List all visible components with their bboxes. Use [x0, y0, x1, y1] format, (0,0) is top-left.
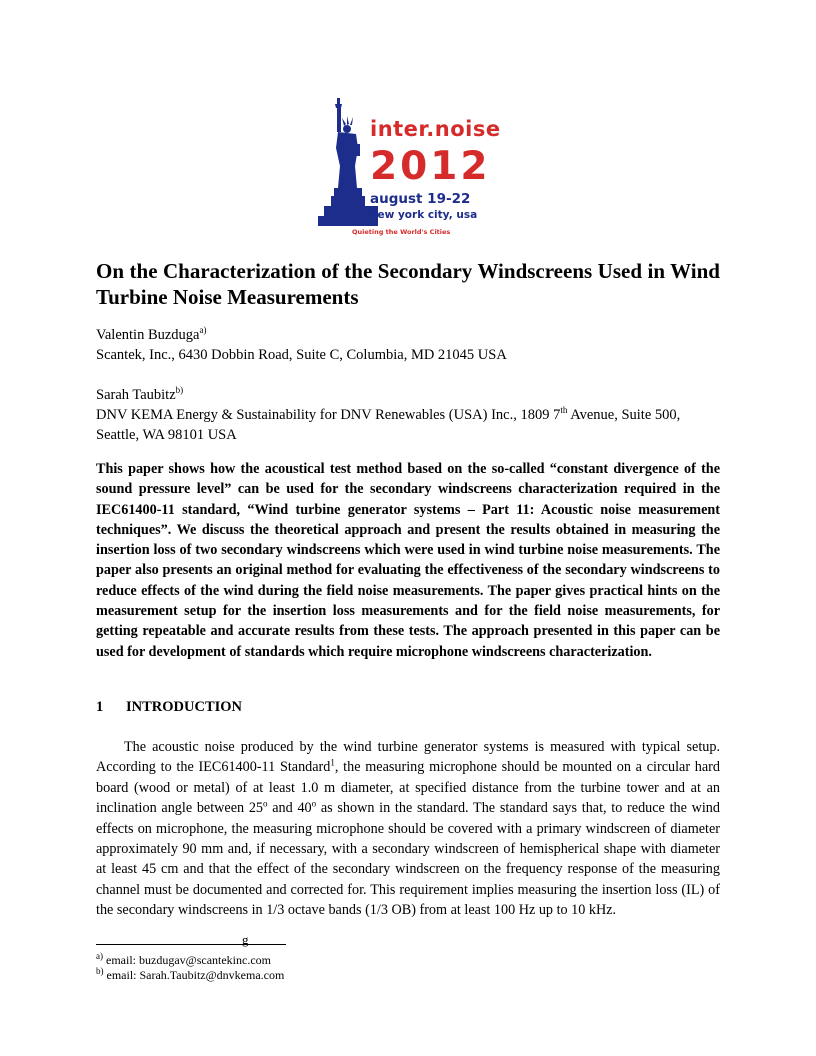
affiliation-sup: th — [560, 405, 568, 416]
footnote-text: email: buzdugav@scantekinc.com — [103, 953, 271, 967]
statue-of-liberty-icon — [318, 96, 378, 228]
text-run: as shown in the standard. The standard says that, to reduce the wind effects on microphone, the measuring microphone should be covered with a primary windscreen of diameter approximately 90 mm and, if necessary, with a secondary windscreen of hemispherical shape with diameter at least 45 cm and that the effect of the secondary windscreen on the frequency response of the measuring channel must be documented and corrected for. This requirement implies measuring the insertion loss (IL) of the secondary windscreens in 1/3 octave bands (1/3 OB) from at least 100 Hz up to 10 kHz. — [96, 800, 720, 919]
degree-mark: o — [311, 798, 317, 809]
section-number: 1 — [96, 699, 104, 715]
degree-mark: o — [263, 798, 268, 809]
footnote-divider — [96, 944, 286, 945]
logo-wordmark: inter.noise — [370, 117, 501, 141]
footnote-a — [96, 953, 720, 968]
logo-tagline: Quieting the World's Cities — [352, 228, 451, 236]
author-mark: a) — [199, 325, 207, 336]
logo-dates: august 19-22 — [370, 191, 471, 207]
footnote-mark: a) — [96, 951, 103, 961]
footnote-mark: b) — [96, 966, 104, 976]
section-title: INTRODUCTION — [126, 699, 243, 715]
logo-city: new york city, usa — [370, 209, 478, 221]
footnote-b — [96, 968, 720, 983]
logo-year: 2012 — [370, 144, 491, 189]
affiliation-part: DNV KEMA Energy & Sustainability for DNV Renewables (USA) Inc., 1809 7 — [96, 407, 561, 423]
text-run: , the measuring microphone should be mounted on a circular hard board (wood or metal) of at least 1.0 m diameter, at specified distance from the turbine tower and at an inclination angle between 25 — [96, 759, 721, 817]
abstract: This paper shows how the acoustical test method based on the so-called “constant divergence of the sound pressure level” can be used for the secondary windscreens characterization required in the IEC61400-11 standard, “Wind turbine generator systems – Part 11: Acoustic noise measurement techniques”. We discuss the theoretical approach and present the results obtained in measuring the insertion loss of two secondary windscreens which were used in wind turbine noise measurements. The paper also presents an original method for evaluating the effectiveness of the secondary windscreens to reduce effects of the wind during the field noise measurements. The paper gives practical hints on the measurement setup for the insertion loss measurements and for the field noise measurements, for getting repeatable and accurate results from these tests. The approach presented in this paper can be used for development of standards which require microphone windscreens characterization. — [96, 461, 720, 660]
section-heading — [96, 699, 720, 716]
author-block-1 — [96, 325, 720, 365]
author-block-2 — [96, 385, 720, 445]
affiliation-part: Avenue, Suite 500, Seattle, WA 98101 USA — [96, 407, 681, 443]
text-run: The acoustic noise produced by the wind turbine generator systems is measured with typical setup. According to the IEC61400-11 Standard — [96, 739, 720, 776]
footnote-glyph: g — [242, 932, 249, 947]
author-mark: b) — [175, 385, 184, 396]
paper-title: On the Characterization of the Secondary Windscreens Used in Wind Turbine Noise Measurements — [96, 259, 720, 309]
reference-mark: 1 — [330, 757, 335, 768]
intro-paragraph — [96, 737, 720, 921]
text-run: and 40 — [267, 800, 312, 817]
author-name: Sarah Taubitz — [96, 387, 176, 403]
author-name: Valentin Buzduga — [96, 327, 200, 343]
conference-logo — [318, 96, 504, 246]
author-affiliation — [96, 407, 680, 443]
footnote-text: email: Sarah.Taubitz@dnvkema.com — [103, 968, 285, 982]
author-affiliation: Scantek, Inc., 6430 Dobbin Road, Suite C, Columbia, MD 21045 USA — [96, 347, 507, 363]
